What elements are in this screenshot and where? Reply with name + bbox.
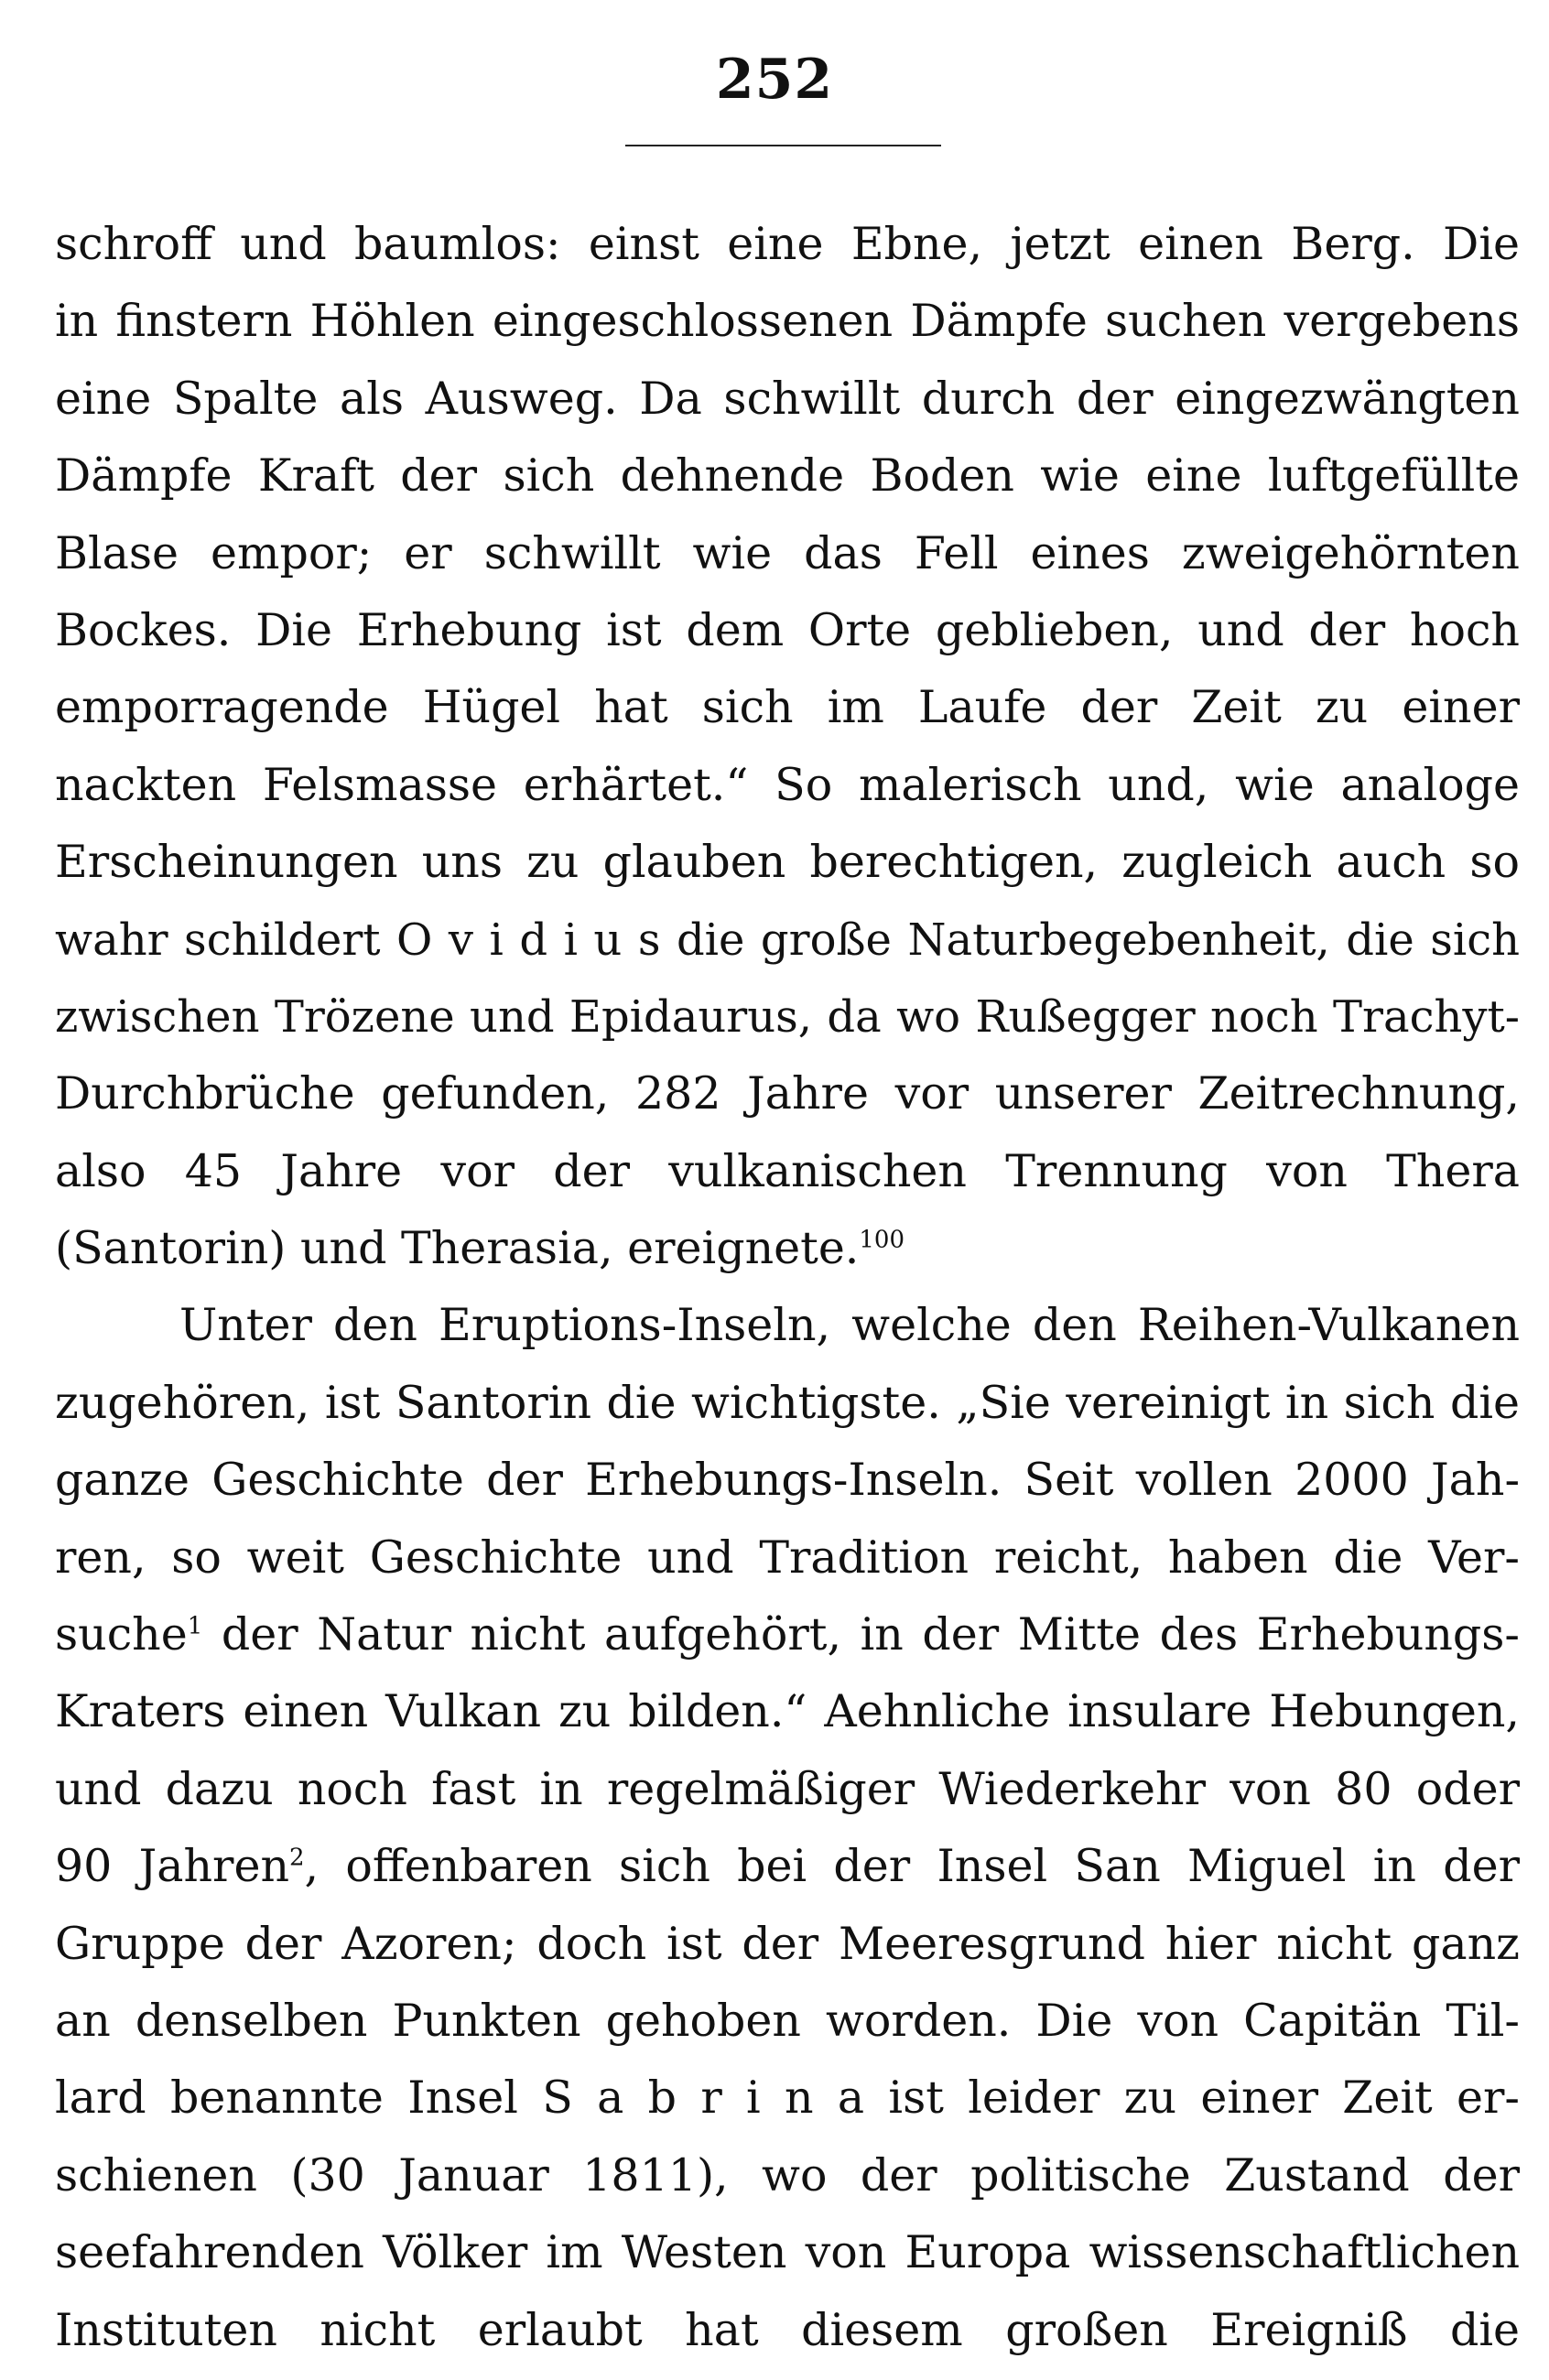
line-text: zugehören, ist Santorin die wichtigste. „Sie vereinigt in sich die xyxy=(55,1376,1520,1429)
text-line xyxy=(55,206,1520,283)
line-text: ganze Geschichte der Erhebungs-Inseln. Seit vollen 2000 Jah- xyxy=(55,1454,1520,1507)
line-text: Dämpfe Kraft der sich dehnende Boden wie eine luftgefüllte xyxy=(55,449,1520,503)
line-text: zwischen Trözene und Epidaurus, da wo Rußegger noch Trachyt- xyxy=(55,990,1520,1043)
line-text: schroff und baumlos: einst eine Ebne, jetzt einen Berg. Die xyxy=(55,218,1520,270)
text-line xyxy=(55,1442,1520,1519)
text-line xyxy=(55,2137,1520,2214)
line-text: seefahrenden Völker im Westen von Europa wissenschaftlichen xyxy=(55,2226,1520,2279)
line-text: Unter den Eruptions-Inseln, welche den Reihen-Vulkanen xyxy=(179,1299,1520,1352)
line-text: Gruppe der Azoren; doch ist der Meeresgrund hier nicht ganz xyxy=(55,1917,1520,1970)
text-line xyxy=(55,2060,1520,2137)
body-text xyxy=(55,206,1520,2369)
line-text: 90 Jahren xyxy=(55,1840,289,1893)
line-text-continued: der Natur nicht aufgehört, in der Mitte des Erhebungs- xyxy=(202,1608,1520,1661)
line-text: und dazu noch fast in regelmäßiger Wiederkehr von 80 oder xyxy=(55,1762,1520,1815)
line-text: also 45 Jahre vor der vulkanischen Trennung von Thera xyxy=(55,1144,1520,1197)
header-rule xyxy=(625,145,941,146)
text-line xyxy=(55,1133,1520,1210)
text-line xyxy=(55,515,1520,592)
line-text: Durchbrüche gefunden, 282 Jahre vor unserer Zeitrechnung, xyxy=(55,1067,1520,1120)
line-text: an denselben Punkten gehoben worden. Die von Capitän Til- xyxy=(55,1994,1520,2047)
line-text: Kraters einen Vulkan zu bilden.“ Aehnliche insulare Hebungen, xyxy=(55,1685,1520,1738)
text-line xyxy=(55,2292,1520,2369)
text-line xyxy=(55,824,1520,901)
text-line xyxy=(55,747,1520,824)
text-line xyxy=(55,1906,1520,1983)
text-line xyxy=(55,1210,1520,1287)
line-text: eine Spalte als Ausweg. Da schwillt durch der eingezwängten xyxy=(55,372,1520,425)
footnote-marker: 1 xyxy=(187,1612,203,1640)
line-text: Instituten nicht erlaubt hat diesem großen Ereigniß die xyxy=(55,2303,1520,2356)
line-text: Bockes. Die Erhebung ist dem Orte geblieben, und der hoch xyxy=(55,603,1520,656)
text-line xyxy=(55,1673,1520,1750)
text-line xyxy=(55,1287,1520,1364)
text-line xyxy=(55,2214,1520,2291)
text-line xyxy=(55,283,1520,360)
line-text: emporragende Hügel hat sich im Laufe der Zeit zu einer xyxy=(55,681,1520,734)
text-line xyxy=(55,1828,1520,1905)
text-line xyxy=(55,1055,1520,1132)
line-text: schienen (30 Januar 1811), wo der politische Zustand der xyxy=(55,2148,1520,2202)
text-line xyxy=(55,361,1520,438)
line-text: in finstern Höhlen eingeschlossenen Dämpfe suchen vergebens xyxy=(55,295,1520,348)
line-text: wahr schildert O v i d i u s die große Naturbegebenheit, die sich xyxy=(55,914,1520,966)
text-line xyxy=(55,669,1520,746)
line-text: Blase empor; er schwillt wie das Fell eines zweigehörnten xyxy=(55,526,1520,579)
line-text: nackten Felsmasse erhärtet.“ So malerisch und, wie analoge xyxy=(55,758,1520,811)
line-text: (Santorin) und Therasia, ereignete. xyxy=(55,1222,860,1275)
line-text: suche xyxy=(55,1608,188,1661)
text-line xyxy=(55,979,1520,1055)
text-line xyxy=(55,1520,1520,1596)
text-line xyxy=(55,902,1520,979)
text-line xyxy=(55,1751,1520,1828)
line-text: ren, so weit Geschichte und Tradition reicht, haben die Ver- xyxy=(55,1531,1520,1584)
text-line xyxy=(55,1596,1520,1673)
text-line xyxy=(55,438,1520,514)
text-line xyxy=(55,592,1520,669)
line-text-continued: , offenbaren sich bei der Insel San Miguel in der xyxy=(304,1840,1520,1893)
line-text: lard benannte Insel S a b r i n a ist leider zu einer Zeit er- xyxy=(55,2072,1520,2125)
text-line xyxy=(55,1983,1520,2060)
footnote-marker: 2 xyxy=(289,1844,305,1872)
footnote-marker: 100 xyxy=(859,1226,905,1254)
line-text: Erscheinungen uns zu glauben berechtigen, zugleich auch so xyxy=(55,836,1520,889)
page-number: 252 xyxy=(715,48,834,112)
text-line xyxy=(55,1365,1520,1442)
